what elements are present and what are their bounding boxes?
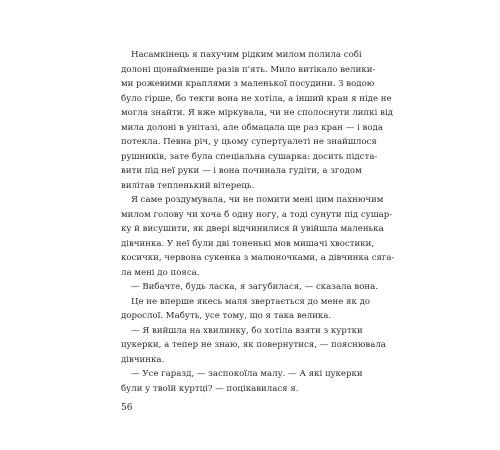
- text-line: — Усе гаразд, — заспокоїла малу. — А які цукерки: [131, 369, 363, 379]
- text-line: цукерки, а тепер не знаю, як повернутися, — пояснювала: [121, 340, 386, 350]
- text-line: ми рожевими краплями з маленької посудини. З водою: [121, 79, 375, 89]
- text-line: мила долоні в унітазі, але обмацала ще раз кран — і вода: [121, 122, 383, 133]
- text-line: потекла. Певна річ, у цьому супертуалеті не знайшлося: [121, 137, 377, 147]
- text-line: було гірше, бо текти вона не хотіла, а інший кран я ніде не: [121, 93, 392, 104]
- text-line: косички, червона сукенка з малюночками, а дівчинка сяга-: [121, 253, 395, 263]
- text-line: могла знайти. Я вже міркувала, чи не сполоснути липкі від: [121, 108, 393, 118]
- text-line: вити під неї руки — і вона починала гудіти, а згодом: [121, 166, 362, 176]
- text-line: дорослої. Мабуть, усе тому, що я така велика.: [121, 311, 332, 321]
- paragraph-2: [121, 193, 395, 280]
- text-line: дівчинка. У неї були дві тоненькі мов мишачі хвостики,: [121, 238, 375, 249]
- text-line: Я саме роздумувала, чи не помити мені цим пахнючим: [131, 195, 384, 205]
- text-line: милом голову чи хоча б одну ногу, а тоді сунути під сушар-: [121, 209, 393, 220]
- text-line: долоні щонайменше разів п'ять. Мило витікало велики-: [121, 64, 376, 75]
- body-text: [121, 48, 395, 396]
- page-number: 56: [121, 403, 133, 413]
- text-line: були у твоїй куртці? — поцікавилася я.: [121, 383, 299, 394]
- paragraph-6: [121, 367, 385, 396]
- paragraph-3: [121, 280, 385, 295]
- text-line: Насамкінець я пахучим рідким милом полила собі: [131, 50, 362, 60]
- text-line: вилітав тепленький вітерець.: [121, 180, 255, 191]
- paragraph-4: [121, 295, 385, 324]
- text-line: ку й висушити, як двері відчинилися й увійшла маленька: [121, 224, 384, 234]
- paragraph-1: [121, 48, 393, 193]
- text-line: — Я вийшла на хвилинку, бо хотіла взяти з куртки: [131, 325, 363, 336]
- text-line: рушників, зате була спеціальна сушарка: досить підста-: [121, 151, 378, 162]
- paragraph-5: [121, 324, 385, 368]
- text-line: ла мені до пояса.: [121, 267, 200, 278]
- text-line: дівчинка.: [121, 354, 165, 365]
- text-line: — Вибачте, будь ласка, я загубилася, — сказала вона.: [131, 282, 378, 292]
- text-line: Це не вперше якесь маля звертається до мене як до: [131, 296, 371, 307]
